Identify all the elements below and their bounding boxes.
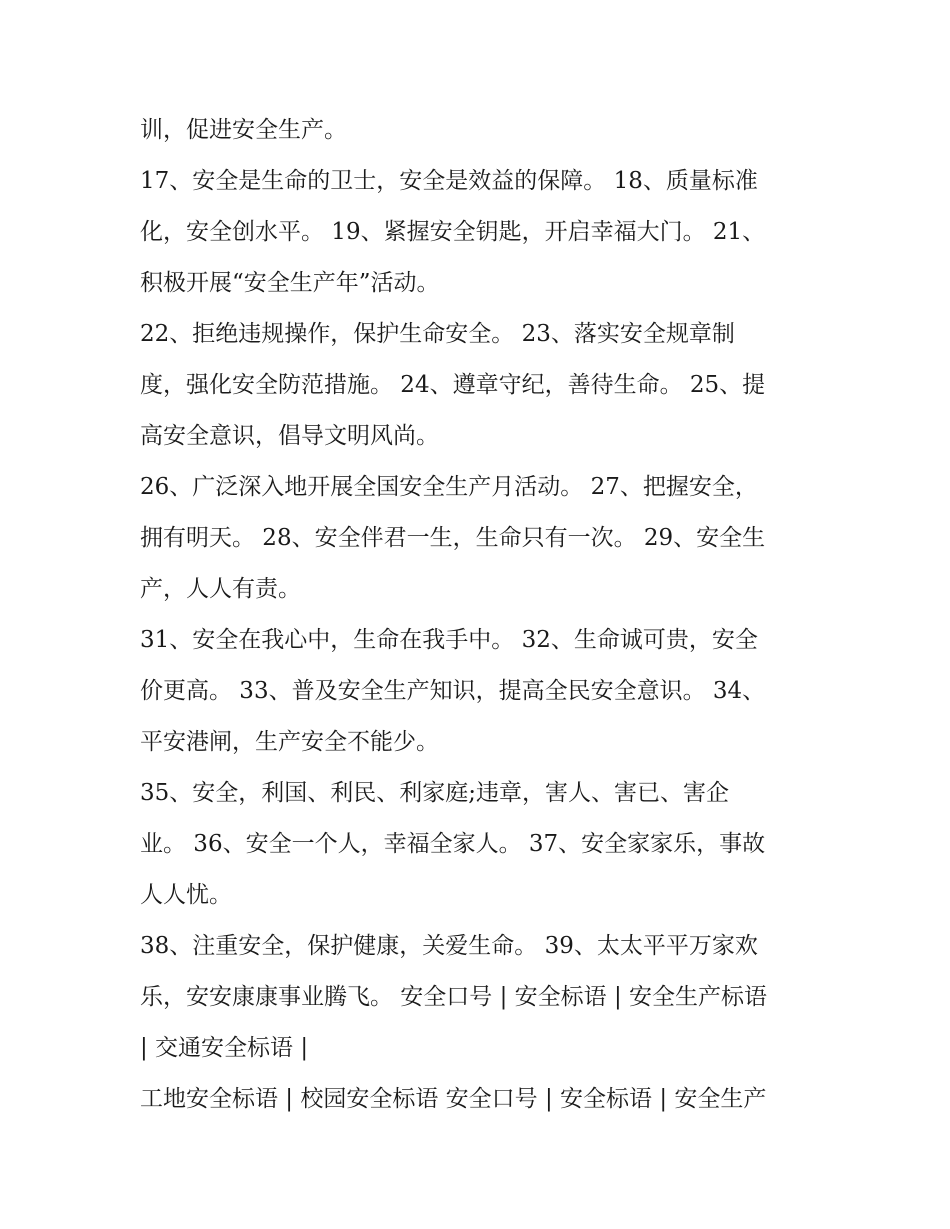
text-line: 化，安全创水平。 19、紧握安全钥匙，开启幸福大门。 21、	[140, 219, 766, 245]
text-line: 22、拒绝违规操作，保护生命安全。 23、落实安全规章制	[140, 321, 735, 347]
text-line: 度，强化安全防范措施。 24、遵章守纪，善待生命。 25、提	[140, 372, 766, 398]
text-line: 工地安全标语 | 校园安全标语 安全口号 | 安全标语 | 安全生产	[140, 1086, 767, 1112]
text-line: 价更高。 33、普及安全生产知识，提高全民安全意识。 34、	[140, 678, 766, 704]
text-line: 产，人人有责。	[140, 576, 301, 602]
text-line: | 交通安全标语 |	[140, 1035, 309, 1061]
text-line: 平安港闸，生产安全不能少。	[140, 729, 439, 755]
text-line: 人人忧。	[140, 882, 232, 908]
text-line: 38、注重安全，保护健康，关爱生命。 39、太太平平万家欢	[140, 933, 758, 959]
text-line: 拥有明天。 28、安全伴君一生，生命只有一次。 29、安全生	[140, 525, 766, 551]
text-line: 积极开展“安全生产年”活动。	[140, 270, 440, 296]
text-line: 17、安全是生命的卫士，安全是效益的保障。 18、质量标准	[140, 168, 758, 194]
text-line: 乐，安安康康事业腾飞。 安全口号 | 安全标语 | 安全生产标语	[140, 984, 768, 1010]
text-line: 训，促进安全生产。	[140, 117, 347, 143]
text-line: 高安全意识，倡导文明风尚。	[140, 423, 439, 449]
text-line: 35、安全，利国、利民、利家庭;违章，害人、害已、害企	[140, 780, 730, 806]
text-line: 31、安全在我心中，生命在我手中。 32、生命诚可贵，安全	[140, 627, 758, 653]
document-body	[140, 105, 820, 1125]
text-line: 业。 36、安全一个人，幸福全家人。 37、安全家家乐，事故	[140, 831, 766, 857]
text-line: 26、广泛深入地开展全国安全生产月活动。 27、把握安全，	[140, 474, 758, 500]
